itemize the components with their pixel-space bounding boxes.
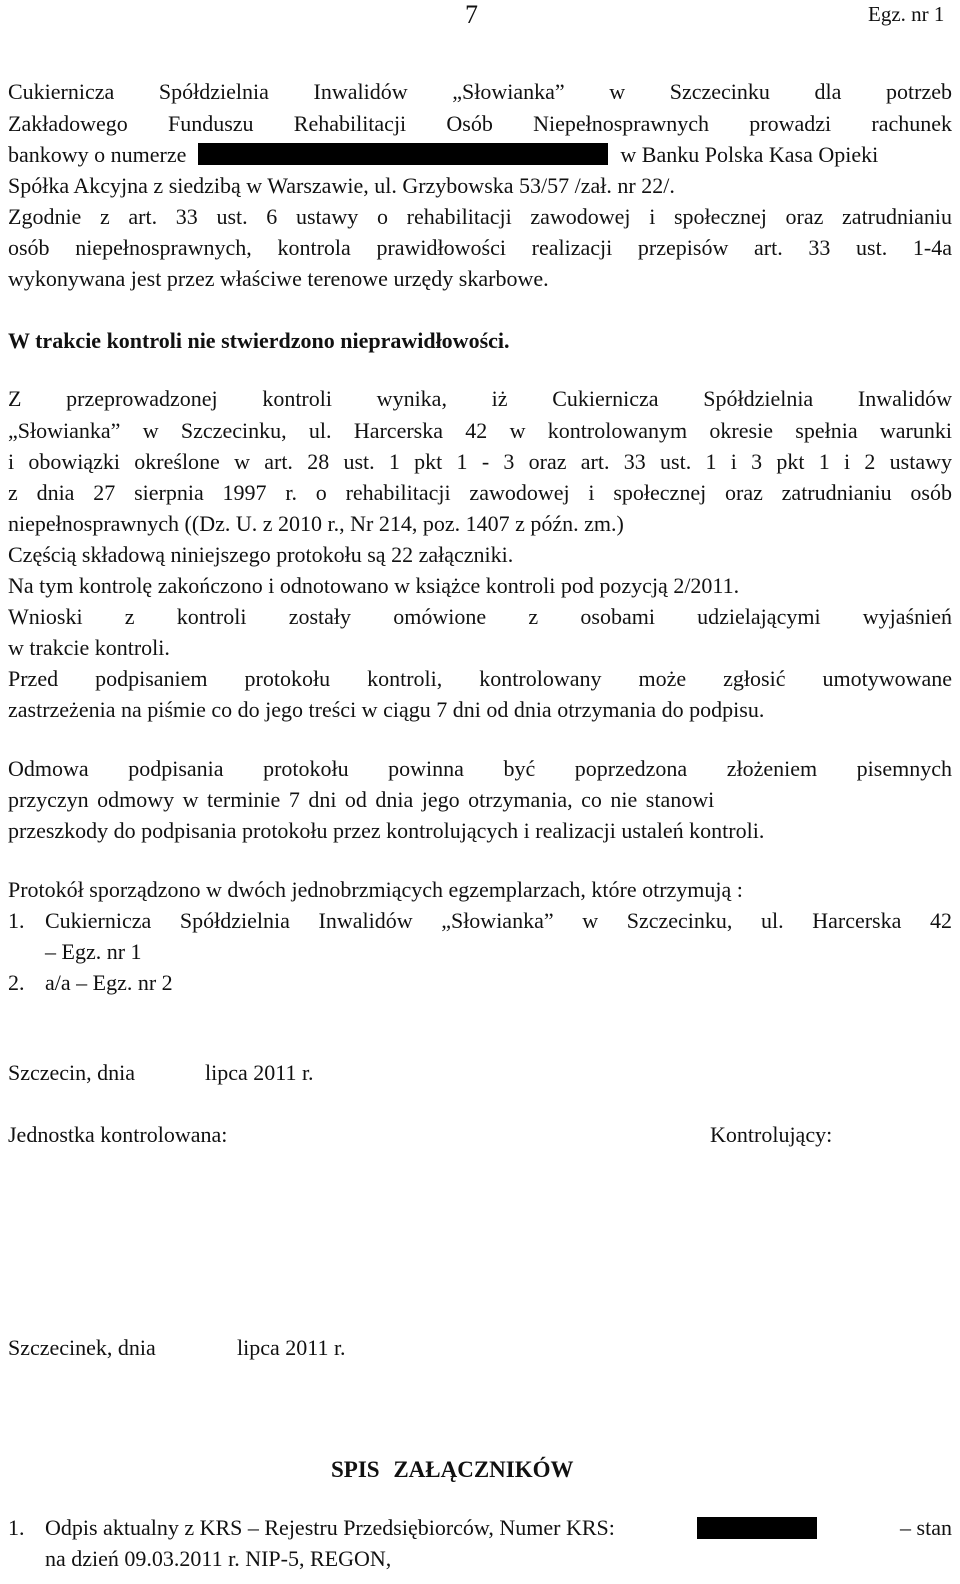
intro-line-6: osób niepełnosprawnych, kontrola prawidłowości realizacji przepisów art. 33 ust. 1-4a [8,235,952,260]
conclusion-line-4: z dnia 27 sierpnia 1997 r. o rehabilitacji zawodowej i społecznej oraz zatrudnianiu osób [8,480,952,505]
attachment-1-line [45,1515,952,1541]
copies-item-2-text: a/a – Egz. nr 2 [45,970,173,995]
place-date-szczecinek: Szczecinek, dnia [8,1335,156,1360]
conclusion-line-1: Z przeprowadzonej kontroli wynika, iż Cukiernicza Spółdzielnia Inwalidów [8,386,952,411]
conclusion-line-8: Wnioski z kontroli zostały omówione z osobami udzielającymi wyjaśnień [8,604,952,629]
conclusion-line-6: Częścią składową niniejszego protokołu są 22 załączniki. [8,542,514,567]
attachment-1-text-b: – stan [900,1515,952,1540]
copies-item-2-number: 2. [8,970,25,995]
conclusion-line-10: Przed podpisaniem protokołu kontroli, kontrolowany może zgłosić umotywowane [8,666,952,691]
refusal-line-3: przeszkody do podpisania protokołu przez kontrolujących i realizacji ustaleń kontroli. [8,818,765,843]
copy-label: Egz. nr 1 [868,2,945,26]
intro-line-4: Spółka Akcyjna z siedzibą w Warszawie, ul. Grzybowska 53/57 /zał. nr 22/. [8,173,675,198]
refusal-line-2: przyczyn odmowy w terminie 7 dni od dnia jego otrzymania, co nie stanowi [8,787,715,812]
conclusion-line-3: i obowiązki określone w art. 28 ust. 1 pkt 1 - 3 oraz art. 33 ust. 1 i 3 pkt 1 i 2 ustawy [8,449,952,474]
month-szczecin: lipca 2011 r. [205,1060,314,1085]
redacted-account-number [198,143,608,165]
intro-line-5: Zgodnie z art. 33 ust. 6 ustawy o rehabilitacji zawodowej i społecznej oraz zatrudnianiu [8,204,952,229]
place-date-szczecin: Szczecin, dnia [8,1060,136,1085]
inspector-signature-label: Kontrolujący: [710,1122,833,1147]
intro-line-3a: bankowy o numerze [8,142,187,167]
conclusion-line-2: „Słowianka” w Szczecinku, ul. Harcerska 42 w kontrolowanym okresie spełnia warunki [8,418,952,443]
redacted-krs-number [697,1517,817,1539]
copies-item-1-number: 1. [8,908,25,933]
attachment-1-text-a: Odpis aktualny z KRS – Rejestru Przedsiębiorców, Numer KRS: [45,1515,615,1540]
attachment-1-number: 1. [8,1515,25,1540]
page-number: 7 [465,0,478,29]
copies-item-1-continuation: – Egz. nr 1 [45,939,142,964]
copies-item-1-text: Cukiernicza Spółdzielnia Inwalidów „Słowianka” w Szczecinku, ul. Harcerska 42 [45,908,952,933]
intro-line-3b: w Banku Polska Kasa Opieki [620,142,879,167]
conclusion-line-5: niepełnosprawnych ((Dz. U. z 2010 r., Nr 214, poz. 1407 z późn. zm.) [8,511,624,536]
intro-line-2: Zakładowego Funduszu Rehabilitacji Osób Niepełnosprawnych prowadzi rachunek [8,111,952,136]
attachment-1-continuation: na dzień 09.03.2011 r. NIP-5, REGON, [45,1546,392,1571]
intro-line-3 [8,142,952,168]
copies-intro: Protokół sporządzono w dwóch jednobrzmiących egzemplarzach, które otrzymują : [8,877,743,902]
conclusion-line-7: Na tym kontrolę zakończono i odnotowano w książce kontroli pod pozycją 2/2011. [8,573,740,598]
conclusion-line-11: zastrzeżenia na piśmie co do jego treści w ciągu 7 dni od dnia otrzymania do podpisu. [8,697,765,722]
intro-line-7: wykonywana jest przez właściwe terenowe urzędy skarbowe. [8,266,549,291]
unit-signature-label: Jednostka kontrolowana: [8,1122,228,1147]
month-szczecinek: lipca 2011 r. [237,1335,346,1360]
conclusion-line-9: w trakcie kontroli. [8,635,170,660]
finding-statement: W trakcie kontroli nie stwierdzono nieprawidłowości. [8,328,510,353]
attachments-heading: SPIS ZAŁĄCZNIKÓW [331,1457,574,1482]
refusal-line-1: Odmowa podpisania protokołu powinna być poprzedzona złożeniem pisemnych [8,756,952,781]
intro-line-1: Cukiernicza Spółdzielnia Inwalidów „Słowianka” w Szczecinku dla potrzeb [8,79,952,104]
